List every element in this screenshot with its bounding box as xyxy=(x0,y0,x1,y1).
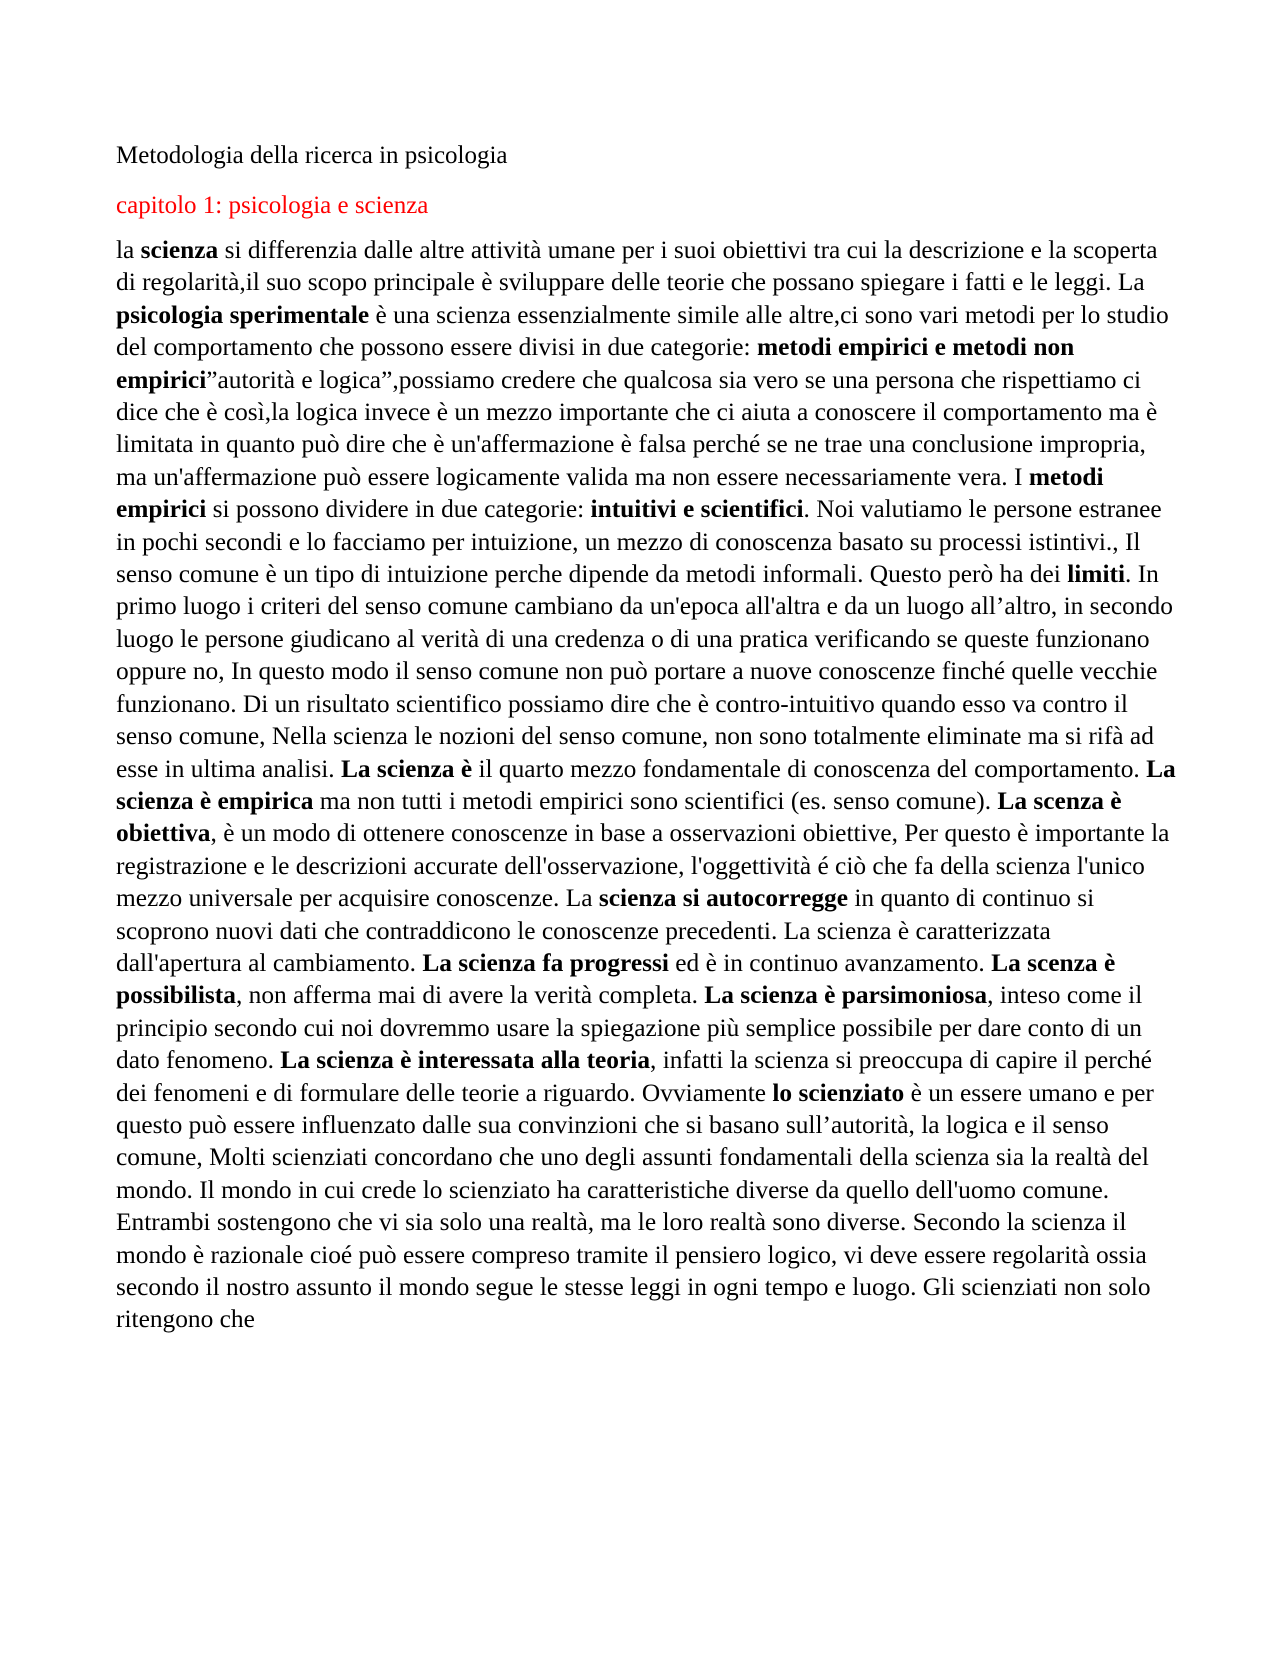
text-run: si possono dividere in due categorie: xyxy=(206,495,591,524)
bold-term: La scienza è xyxy=(340,754,473,783)
bold-term: limiti xyxy=(1067,560,1126,589)
bold-term: La scienza è empirica xyxy=(116,754,1176,815)
bold-term: lo scienziato xyxy=(772,1078,905,1107)
bold-term: La scienza è interessata alla teoria xyxy=(280,1046,651,1075)
text-run: , inteso come il principio secondo cui noi dovremmo usare la spiegazione più semplice possibile per dare conto di un dato fenomeno. xyxy=(116,981,1143,1075)
bold-term: La scenza è obiettiva xyxy=(116,786,1122,848)
chapter-title: capitolo 1: psicologia e scienza xyxy=(116,192,429,219)
bold-term: La scienza è parsimoniosa xyxy=(704,981,988,1010)
text-run: si differenzia dalle altre attività umane per i suoi obiettivi tra cui la descrizione e la scoperta di regolarità,il suo scopo principale è sviluppare delle teorie che possano spiegare i fatti e le leggi. La xyxy=(116,236,1158,297)
body-paragraph xyxy=(116,234,1176,1336)
bold-term: metodi empirici e metodi non empirici xyxy=(116,333,1075,394)
text-run: ”autorità e logica”,possiamo credere che qualcosa sia vero se una persona che rispettiamo ci dice che è così,la logica invece è un mezzo importante che ci aiuta a conoscere il comportamento ma è limitata in quanto può dire che è un'affermazione è falsa perché se ne trae una conclusione impropria, ma un'affermazione può essere logicamente valida ma non essere necessariamente vera. I xyxy=(116,365,1158,491)
text-run: , è un modo di ottenere conoscenze in base a osservazioni obiettive, Per questo è importante la registrazione e le descrizioni accurate dell'osservazione, l'oggettività é ciò che fa della scienza l'unico mezzo universale per acquisire conoscenze. La xyxy=(116,819,1170,913)
text-run: il quarto mezzo fondamentale di conoscenza del comportamento. xyxy=(472,754,1147,783)
bold-term: scienza si autocorregge xyxy=(598,884,849,913)
document-title: Metodologia della ricerca in psicologia xyxy=(116,142,508,169)
bold-term: psicologia sperimentale xyxy=(116,300,370,329)
text-run: , non afferma mai di avere la verità completa. xyxy=(235,981,705,1010)
document-page xyxy=(116,140,1176,1336)
text-run: ed è in continuo avanzamento. xyxy=(668,948,992,977)
bold-term: La scienza fa progressi xyxy=(422,948,669,977)
text-run: . In primo luogo i criteri del senso comune cambiano da un'epoca all'altra e da un luogo all’altro, in secondo luogo le persone giudicano al verità di una credenza o di una pratica verificando se queste funzionano oppure no, In questo modo il senso comune non può portare a nuove conoscenze finché quelle vecchie funzionano. Di un risultato scientifico possiamo dire che è contro-intuitivo quando esso va contro il senso comune, Nella scienza le nozioni del senso comune, non sono totalmente eliminate ma si rifà ad esse in ultima analisi. xyxy=(116,560,1173,783)
text-run: in quanto di continuo si scoprono nuovi dati che contraddicono le conoscenze precedenti. La scienza è caratterizzata dall'apertura al cambiamento. xyxy=(116,884,1095,977)
bold-term: scienza xyxy=(140,236,219,264)
text-run: la xyxy=(116,236,141,264)
text-run: , infatti la scienza si preoccupa di capire il perché dei fenomeni e di formulare delle teorie a riguardo. Ovviamente xyxy=(116,1046,1152,1107)
text-run: . Noi valutiamo le persone estranee in pochi secondi e lo facciamo per intuizione, un mezzo di conoscenza basato su processi istintivi., Il senso comune è un tipo di intuizione perche dipende da metodi informali. Questo però ha dei xyxy=(116,495,1162,589)
bold-term: intuitivi e scientifici xyxy=(590,495,804,524)
text-run: è un essere umano e per questo può essere influenzato dalle sua convinzioni che si basano sull’autorità, la logica e il senso comune, Molti scienziati concordano che uno degli assunti fondamentali della scienza sia la realtà del mondo. Il mondo in cui crede lo scienziato ha caratteristiche diverse da quello dell'uomo comune. Entrambi sostengono che vi sia solo una realtà, ma le loro realtà sono diverse. Secondo la scienza il mondo è razionale cioé può essere compreso tramite il pensiero logico, vi deve essere regolarità ossia secondo il nostro assunto il mondo segue le stesse leggi in ogni tempo e luogo. Gli scienziati non solo ritengono che xyxy=(116,1078,1154,1334)
text-run: ma non tutti i metodi empirici sono scientifici (es. senso comune). xyxy=(313,786,998,815)
bold-term: La scenza è possibilista xyxy=(116,948,1116,1010)
text-run: è una scienza essenzialmente simile alle altre,ci sono vari metodi per lo studio del comportamento che possono essere divisi in due categorie: xyxy=(116,300,1169,362)
bold-term: metodi empirici xyxy=(116,462,1104,524)
